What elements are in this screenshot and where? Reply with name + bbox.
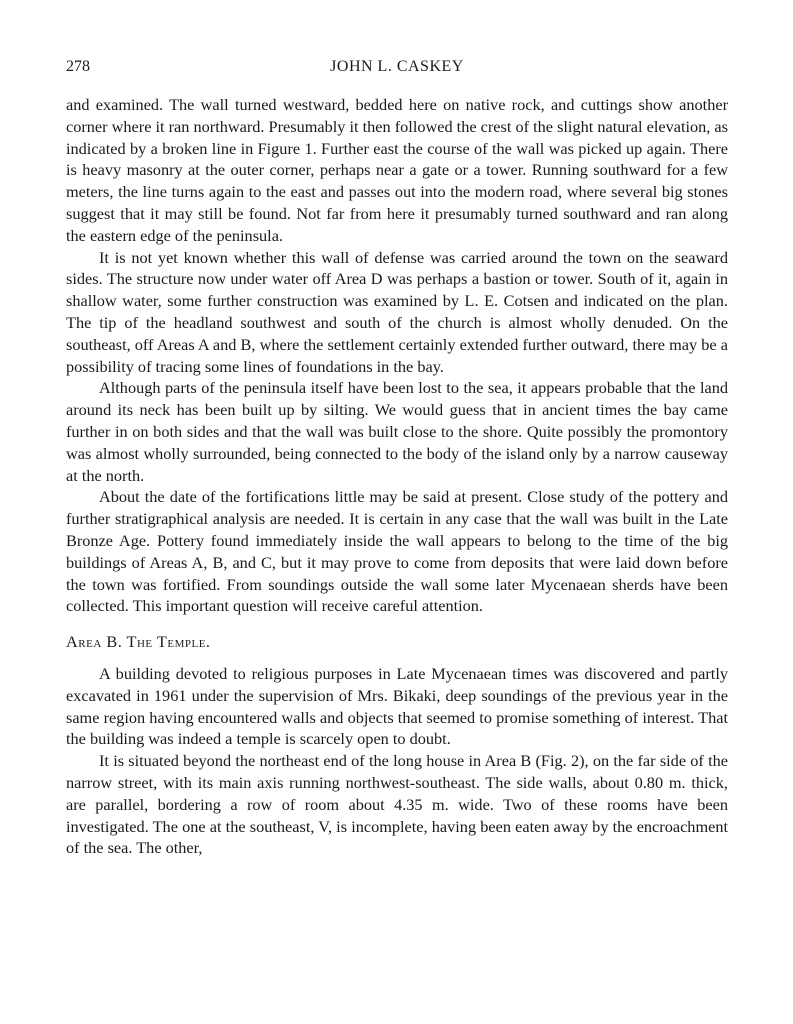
paragraph-seaward-defense: It is not yet known whether this wall of defense was carried around the town on the seaward sides. The structure now under water off Area D was perhaps a bastion or tower. South of it, again in shallow water, some further construction was examined by L. E. Cotsen and indicated on the plan. The tip of the headland southwest and south of the church is almost wholly denuded. On the southeast, off Areas A and B, where the settlement certainly extended further outward, there may be a possibility of tracing some lines of foundations in the bay. bbox=[66, 247, 728, 376]
paragraph-continued: and examined. The wall turned westward, bedded here on native rock, and cuttings show another corner where it ran northward. Presumably it then followed the crest of the slight natural elevation, as indicated by a broken line in Figure 1. Further east the course of the wall was picked up again. There is heavy masonry at the outer corner, perhaps near a gate or a tower. Running southward for a few meters, the line turns again to the east and passes out into the modern road, where several big stones suggest that it may still be found. Not far from here it presumably turned southward and ran along the eastern edge of the peninsula. bbox=[66, 95, 728, 245]
running-head-author: JOHN L. CASKEY bbox=[330, 58, 464, 75]
paragraph-fortification-date: About the date of the fortifications little may be said at present. Close study of the pottery and further stratigraphical analysis are needed. It is certain in any case that the wall was built in the Late Bronze Age. Pottery found immediately inside the wall appears to belong to the time of the big buildings of Areas A, B, and C, but it may prove to come from deposits that were laid down before the town was fortified. From soundings outside the wall some later Mycenaean sherds have been collected. This important question will receive careful attention. bbox=[66, 487, 728, 616]
paragraph-temple-location: It is situated beyond the northeast end of the long house in Area B (Fig. 2), on the far side of the narrow street, with its main axis running northwest-southeast. The side walls, about 0.80 m. thick, are parallel, bordering a row of room about 4.35 m. wide. Two of these rooms have been investigated. The one at the southeast, V, is incomplete, having been eaten away by the encroachment of the sea. The other, bbox=[66, 751, 728, 858]
page-number: 278 bbox=[66, 58, 90, 75]
paragraph-temple-discovery: A building devoted to religious purposes in Late Mycenaean times was discovered and partly excavated in 1961 under the supervision of Mrs. Bikaki, deep soundings of the previous year in the same region having encountered walls and objects that seemed to promise something of interest. That the building was indeed a temple is scarcely open to doubt. bbox=[66, 663, 728, 749]
paragraph-silting: Although parts of the peninsula itself have been lost to the sea, it appears probable that the land around its neck has been built up by silting. We would guess that in ancient times the bay came further in on both sides and that the wall was built close to the shore. Quite possibly the promontory was almost wholly surrounded, being connected to the body of the island only by a narrow causeway at the north. bbox=[66, 378, 728, 485]
section-heading-temple: Area B. The Temple. bbox=[66, 632, 211, 652]
page-header bbox=[66, 58, 728, 82]
article-body bbox=[66, 94, 728, 859]
